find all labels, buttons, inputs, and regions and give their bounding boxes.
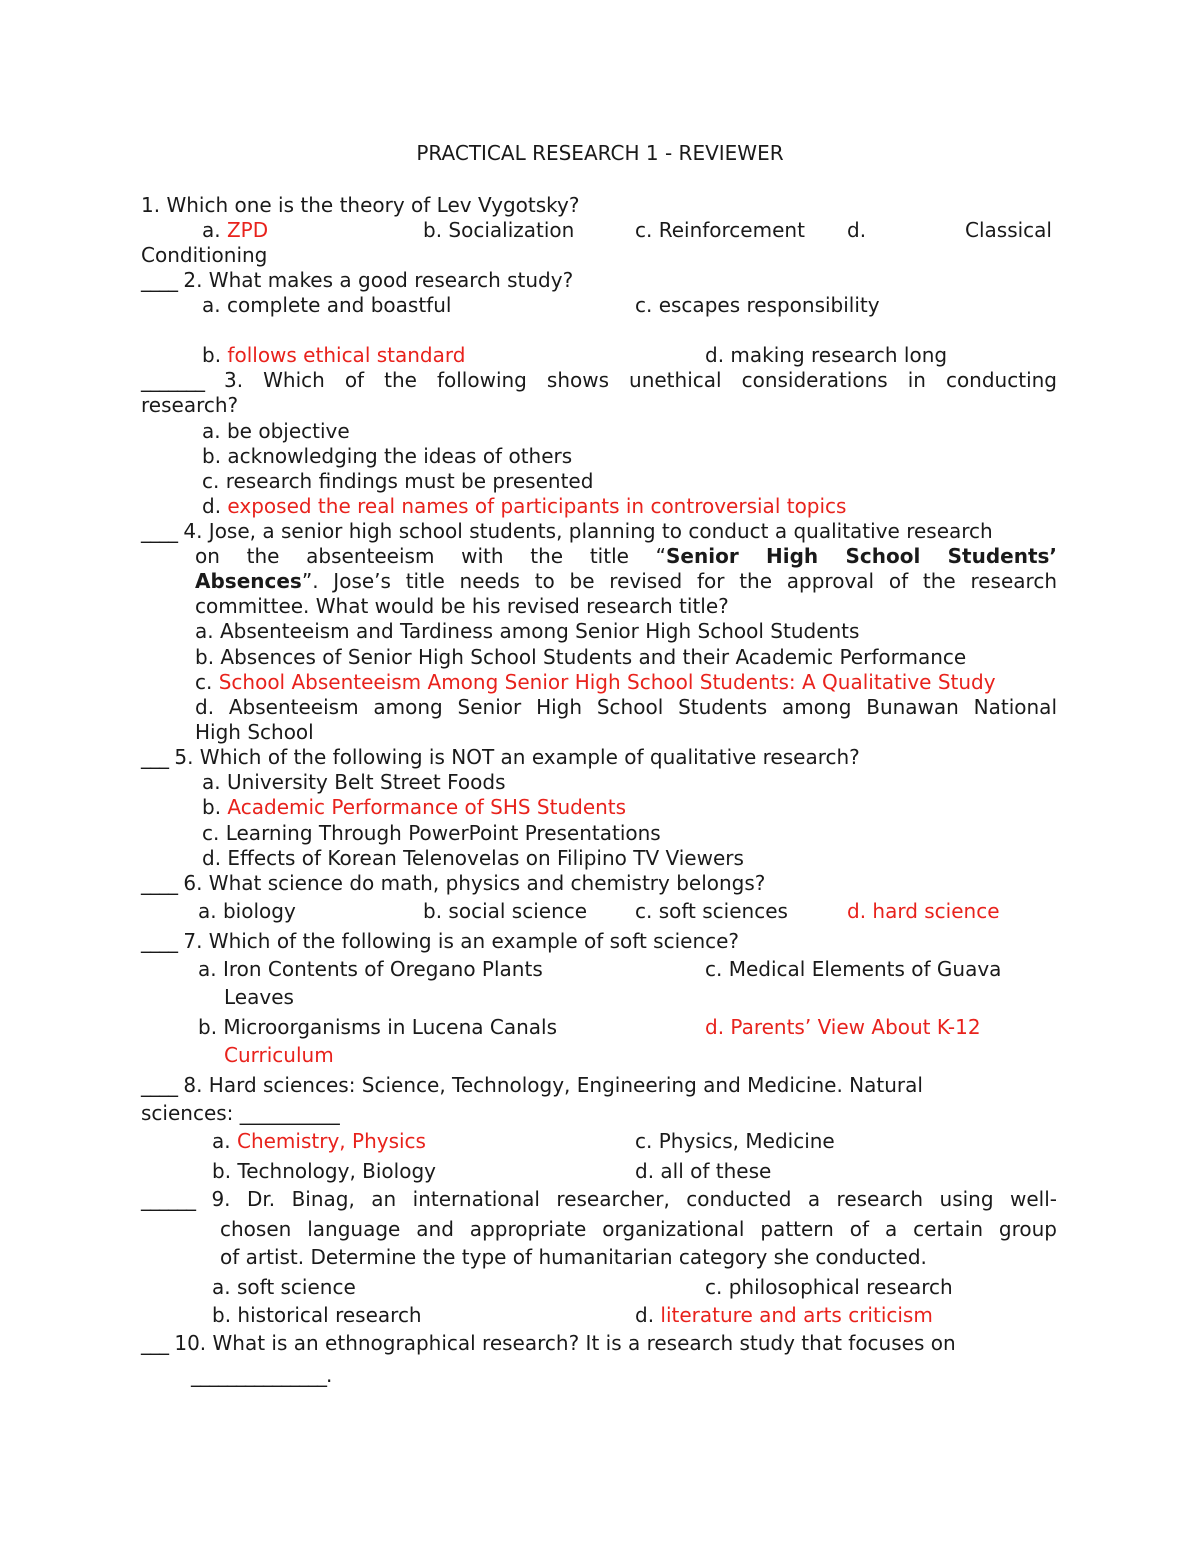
q2-option-c: c. escapes responsibility [635, 293, 880, 317]
answer-blank[interactable]: ____ [141, 871, 177, 895]
q3-stem: _______ 3. Which of the following shows unethical considerations in conducting [141, 368, 1057, 392]
answer-blank[interactable]: ____ [141, 929, 177, 953]
q1-option-d-cont: Conditioning [141, 243, 268, 267]
page-title: PRACTICAL RESEARCH 1 - REVIEWER [416, 141, 784, 165]
q9-answer: literature and arts criticism [660, 1303, 933, 1327]
q4-answer: School Absenteeism Among Senior High School Students: A Qualitative Study [218, 670, 996, 694]
q4-stem: ____ 4. Jose, a senior high school students, planning to conduct a qualitative research [141, 519, 993, 543]
q9-option-c: c. philosophical research [705, 1275, 953, 1299]
answer-blank[interactable]: _______ [141, 368, 204, 392]
q6-option-a: a. biology [198, 899, 296, 923]
q6-answer: d. hard science [847, 899, 1000, 923]
q3-stem-cont: research? [141, 393, 239, 417]
q7-stem: ____ 7. Which of the following is an example of soft science? [141, 929, 740, 953]
q10-stem: ___ 10. What is an ethnographical research? It is a research study that focuses on [141, 1331, 956, 1355]
q8-option-b: b. Technology, Biology [212, 1159, 436, 1183]
q2-answer: follows ethical standard [227, 343, 466, 367]
q1-option-d: Classical [965, 218, 1052, 242]
q3-option-b: b. acknowledging the ideas of others [202, 444, 573, 468]
q2-stem: ____ 2. What makes a good research study? [141, 268, 574, 292]
q4-stem-line4: committee. What would be his revised research title? [195, 594, 729, 618]
q1-answer: ZPD [226, 218, 269, 242]
q8-stem-cont: sciences: __________ [141, 1101, 340, 1125]
q8-stem: ____ 8. Hard sciences: Science, Technology, Engineering and Medicine. Natural [141, 1073, 923, 1097]
q1-option-a: a. ZPD [202, 218, 269, 242]
answer-blank[interactable]: ____ [141, 268, 177, 292]
q6-stem: ____ 6. What science do math, physics and chemistry belongs? [141, 871, 766, 895]
q6-option-b: b. social science [423, 899, 588, 923]
q8-option-d: d. all of these [635, 1159, 772, 1183]
q9-option-d: d. literature and arts criticism [635, 1303, 933, 1327]
answer-blank[interactable]: ___ [141, 1331, 168, 1355]
q5-answer: Academic Performance of SHS Students [227, 795, 627, 819]
q6-option-c: c. soft sciences [635, 899, 788, 923]
q2-option-a: a. complete and boastful [202, 293, 452, 317]
q4-option-d-cont: High School [195, 720, 314, 744]
q5-option-d: d. Effects of Korean Telenovelas on Filipino TV Viewers [202, 846, 744, 870]
answer-blank[interactable]: ______ [141, 1187, 195, 1211]
q3-option-a: a. be objective [202, 419, 350, 443]
q1-option-d-prefix: d. [847, 218, 867, 242]
q5-option-a: a. University Belt Street Foods [202, 770, 506, 794]
q5-option-b: b. Academic Performance of SHS Students [202, 795, 627, 819]
q4-stem-line2: on the absenteeism with the title “Senior High School Students’ [195, 544, 1058, 568]
q3-option-d: d. exposed the real names of participants in controversial topics [202, 494, 847, 518]
q4-option-c: c. School Absenteeism Among Senior High School Students: A Qualitative Study [195, 670, 996, 694]
answer-blank[interactable]: ___ [141, 745, 168, 769]
q9-stem-line2: chosen language and appropriate organizational pattern of a certain group [220, 1217, 1057, 1241]
title-quote: Senior High School Students’ [666, 544, 1058, 568]
q7-answer-cont: Curriculum [224, 1043, 334, 1067]
q8-option-a: a. Chemistry, Physics [212, 1129, 426, 1153]
q9-stem: ______ 9. Dr. Binag, an international researcher, conducted a research using well- [141, 1187, 1057, 1211]
q1-option-c: c. Reinforcement [635, 218, 805, 242]
q9-option-a: a. soft science [212, 1275, 356, 1299]
answer-blank[interactable]: ____ [141, 1073, 177, 1097]
q1-option-b: b. Socialization [423, 218, 575, 242]
q7-option-b: b. Microorganisms in Lucena Canals [198, 1015, 557, 1039]
q5-stem: ___ 5. Which of the following is NOT an example of qualitative research? [141, 745, 860, 769]
q10-fill-blank[interactable]: _______________. [191, 1363, 332, 1387]
q7-option-c-cont: Leaves [224, 985, 294, 1009]
q5-option-c: c. Learning Through PowerPoint Presentations [202, 821, 661, 845]
q2-option-b: b. follows ethical standard [202, 343, 466, 367]
q9-stem-line3: of artist. Determine the type of humanitarian category she conducted. [220, 1245, 927, 1269]
q4-option-a: a. Absenteeism and Tardiness among Senior High School Students [195, 619, 860, 643]
q7-option-c: c. Medical Elements of Guava [705, 957, 1002, 981]
q4-stem-line3: Absences”. Jose’s title needs to be revised for the approval of the research [195, 569, 1057, 593]
q8-option-c: c. Physics, Medicine [635, 1129, 835, 1153]
q9-option-b: b. historical research [212, 1303, 422, 1327]
q8-answer: Chemistry, Physics [236, 1129, 426, 1153]
q7-answer: d. Parents’ View About K-12 [705, 1015, 981, 1039]
q4-option-b: b. Absences of Senior High School Students and their Academic Performance [195, 645, 967, 669]
q1-stem: 1. Which one is the theory of Lev Vygotsky? [141, 193, 580, 217]
q3-option-c: c. research findings must be presented [202, 469, 594, 493]
q3-answer: exposed the real names of participants in controversial topics [227, 494, 847, 518]
q7-option-a: a. Iron Contents of Oregano Plants [198, 957, 543, 981]
q2-option-d: d. making research long [705, 343, 948, 367]
q4-option-d: d. Absenteeism among Senior High School Students among Bunawan National [195, 695, 1057, 719]
answer-blank[interactable]: ____ [141, 519, 177, 543]
